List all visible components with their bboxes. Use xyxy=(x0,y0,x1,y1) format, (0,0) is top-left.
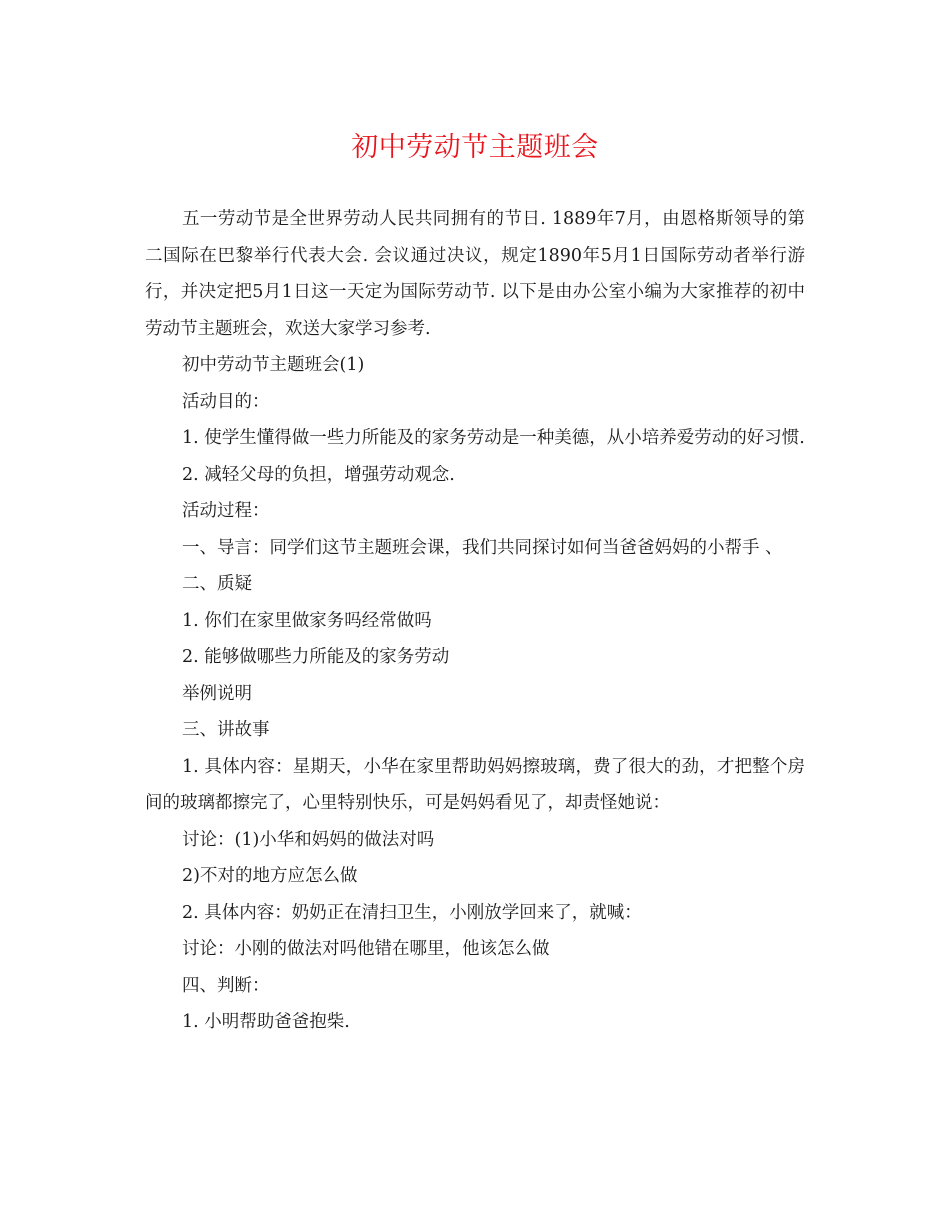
paragraph: 2. 具体内容：奶奶正在清扫卫生，小刚放学回来了，就喊： xyxy=(182,902,642,923)
paragraph: 讨论：小刚的做法对吗他错在哪里，他该怎么做 xyxy=(182,939,550,959)
paragraph: 2. 能够做哪些力所能及的家务劳动 xyxy=(182,647,450,667)
paragraph: 1. 使学生懂得做一些力所能及的家务劳动是一种美德，从小培养爱劳动的好习惯. xyxy=(182,428,805,448)
paragraph-heading: 初中劳动节主题班会(1) xyxy=(182,355,365,375)
paragraph: 2)不对的地方应怎么做 xyxy=(182,866,358,886)
paragraph: 1. 具体内容：星期天，小华在家里帮助妈妈擦玻璃，费了很大的劲，才把整个房间的玻璃都擦完了，心里特别快乐，可是妈妈看见了，却责怪她说： xyxy=(145,756,805,813)
paragraph: 活动目的： xyxy=(182,391,270,412)
paragraph: 三、讲故事 xyxy=(182,720,270,740)
page-title: 初中劳动节主题班会 xyxy=(351,132,599,163)
paragraph: 讨论：(1)小华和妈妈的做法对吗 xyxy=(182,829,435,850)
paragraph: 2. 减轻父母的负担，增强劳动观念. xyxy=(182,464,455,485)
document-body xyxy=(145,201,805,1041)
paragraph: 举例说明 xyxy=(182,683,252,704)
paragraph: 1. 小明帮助爸爸抱柴. xyxy=(182,1012,350,1032)
paragraph: 1. 你们在家里做家务吗经常做吗 xyxy=(182,610,432,631)
paragraph: 一、导言：同学们这节主题班会课，我们共同探讨如何当爸爸妈妈的小帮手 、 xyxy=(182,537,783,558)
paragraph: 活动过程： xyxy=(182,501,270,521)
paragraph: 二、质疑 xyxy=(182,574,252,594)
paragraph-intro: 五一劳动节是全世界劳动人民共同拥有的节日. 1889年7月，由恩格斯领导的第二国际在巴黎举行代表大会. 会议通过决议，规定1890年5月1日国际劳动者举行游行，并决定把5月1日这一天定为国际劳动节. 以下是由办公室小编为大家推荐的初中劳动节主题班会，欢送大家学习参考. xyxy=(145,209,805,339)
paragraph: 四、判断： xyxy=(182,975,270,996)
